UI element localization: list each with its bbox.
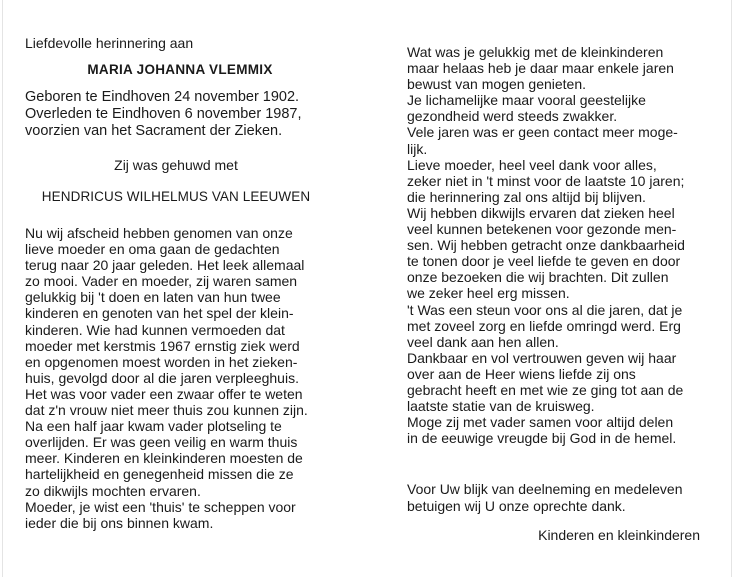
text-line: Wij hebben dikwijls ervaren dat zieken heel bbox=[407, 204, 675, 221]
text-line: Dankbaar en vol vertrouwen geven wij haar bbox=[407, 349, 677, 366]
text-line: laatste statie van de kruisweg. bbox=[407, 398, 595, 415]
text-line: zo dikwijls mochten ervaren. bbox=[25, 482, 201, 499]
text-line: sen. Wij hebben getracht onze dankbaarheid bbox=[407, 237, 685, 254]
text-line: Nu wij afscheid hebben genomen van onze bbox=[25, 225, 293, 241]
thanks-line: betuigen wij U onze oprechte dank. bbox=[407, 497, 626, 514]
birth-line: Geboren te Eindhoven 24 november 1902. bbox=[25, 89, 300, 105]
left-edge-line bbox=[2, 0, 3, 577]
text-line: hartelijkheid en genegenheid missen die ze bbox=[25, 466, 294, 483]
text-line: onze bezoeken die wij brachten. Dit zullen bbox=[407, 269, 669, 286]
text-line: met zoveel zorg en liefde omringd werd. Erg bbox=[407, 317, 681, 334]
left-body-text bbox=[25, 225, 327, 531]
text-line: Het was voor vader een zwaar offer te weten bbox=[25, 385, 303, 402]
text-line: gezondheid werd steeds zwakker. bbox=[407, 108, 618, 125]
text-line: over aan de Heer wiens liefde zij ons bbox=[407, 365, 636, 382]
text-line: zeker niet in 't minst voor de laatste 10 jaren; bbox=[407, 172, 685, 189]
dates-block bbox=[25, 89, 327, 140]
text-line: te tonen door je veel liefde te geven en door bbox=[407, 253, 681, 270]
text-line: moeder met kerstmis 1967 ernstig ziek werd bbox=[25, 337, 300, 354]
thanks-line: Voor Uw blijk van deelneming en medeleven bbox=[407, 481, 683, 497]
text-line: huis, gevolgd door al die jaren verpleeghuis. bbox=[25, 369, 299, 386]
text-line: veel dank aan hen allen. bbox=[407, 333, 559, 350]
text-line: Vele jaren was er geen contact meer moge- bbox=[407, 124, 678, 141]
text-line: bewust van mogen genieten. bbox=[407, 76, 587, 93]
text-line: gelukkig bij 't doen en laten van hun twee bbox=[25, 289, 281, 306]
death-line: Overleden te Eindhoven 6 november 1987, bbox=[25, 106, 302, 122]
text-line: Moge zij met vader samen voor altijd delen bbox=[407, 414, 674, 431]
text-line: lijk. bbox=[407, 140, 428, 157]
text-line: terug naar 20 jaar geleden. Het leek allemaal bbox=[25, 257, 305, 274]
text-line: meer. Kinderen en kleinkinderen moesten de bbox=[25, 450, 303, 467]
spouse-name: HENDRICUS WILHELMUS VAN LEEUWEN bbox=[41, 189, 311, 204]
text-line: die herinnering zal ons altijd bij blijven. bbox=[407, 188, 646, 205]
text-line: en opgenomen moest worden in het zieken- bbox=[25, 353, 298, 370]
text-line: Wat was je gelukkig met de kleinkinderen bbox=[407, 44, 664, 60]
right-column bbox=[407, 44, 700, 446]
text-line: in de eeuwige vreugde bij God in de hemel. bbox=[407, 430, 677, 447]
text-line: kinderen. Wie had kunnen vermoeden dat bbox=[25, 321, 285, 338]
text-line: ieder die bij ons binnen kwam. bbox=[25, 514, 214, 531]
text-line: we zeker heel erg missen. bbox=[407, 285, 570, 302]
text-line: maar helaas heb je daar maar enkele jaren bbox=[407, 60, 674, 77]
married-text: Zij was gehuwd met bbox=[114, 157, 238, 173]
text-line: Na een half jaar kwam vader plotseling te bbox=[25, 418, 282, 435]
intro-text: Liefdevolle herinnering aan bbox=[25, 35, 194, 51]
text-line: dat z'n vrouw niet meer thuis zou kunnen zijn. bbox=[25, 402, 308, 419]
text-line: Je lichamelijke maar vooral geestelijke bbox=[407, 92, 646, 109]
signoff-text: Kinderen en kleinkinderen bbox=[538, 527, 700, 543]
right-edge-line bbox=[731, 0, 732, 577]
text-line: Lieve moeder, heel veel dank voor alles, bbox=[407, 156, 657, 173]
text-line: kinderen en genoten van het spel der klein- bbox=[25, 305, 294, 322]
thanks-text bbox=[407, 481, 707, 514]
text-line: zo mooi. Vader en moeder, zij waren samen bbox=[25, 273, 298, 290]
right-body-text bbox=[407, 44, 700, 446]
text-line: 't Was een steun voor ons al die jaren, dat je bbox=[407, 301, 683, 318]
sacrament-line: voorzien van het Sacrament der Zieken. bbox=[25, 123, 283, 139]
text-line: overlijden. Er was geen veilig en warm thuis bbox=[25, 434, 298, 451]
left-column bbox=[25, 35, 327, 531]
text-line: gebracht heeft en met wie ze ging tot aan de bbox=[407, 381, 684, 398]
text-line: lieve moeder en oma gaan de gedachten bbox=[25, 241, 280, 258]
text-line: veel kunnen betekenen voor gezonde men- bbox=[407, 221, 677, 238]
text-line: Moeder, je wist een 'thuis' te scheppen voor bbox=[25, 498, 296, 515]
deceased-name: MARIA JOHANNA VLEMMIX bbox=[87, 62, 273, 77]
